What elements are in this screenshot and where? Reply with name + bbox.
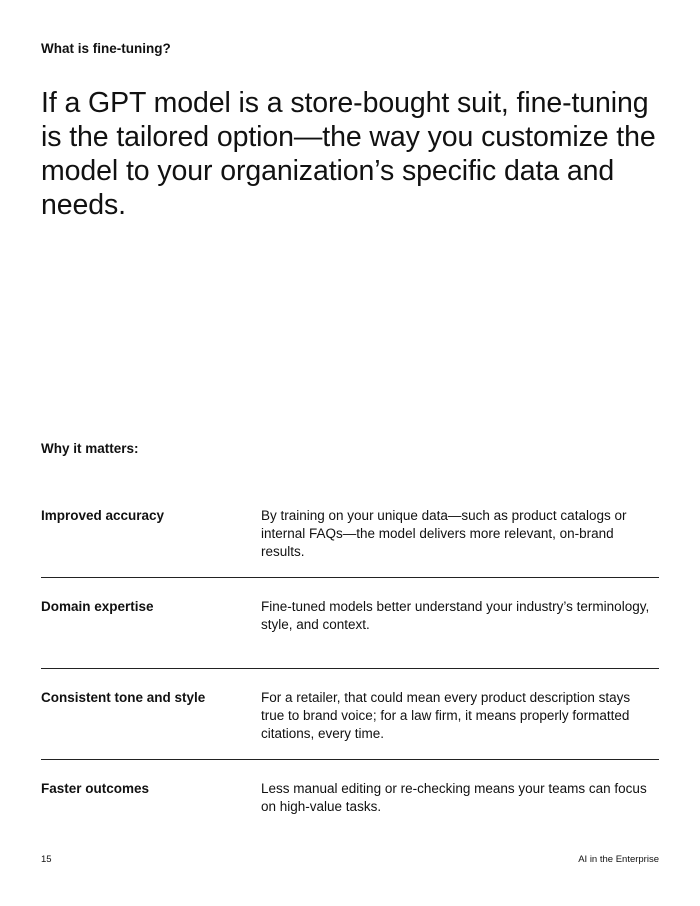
- benefit-title: Improved accuracy: [41, 508, 165, 523]
- benefit-row-faster-outcomes: [41, 760, 659, 851]
- benefit-description: Fine-tuned models better understand your industry’s terminology, style, and context.: [261, 599, 650, 632]
- document-title: AI in the Enterprise: [578, 854, 659, 865]
- benefits-list: [41, 507, 659, 851]
- benefit-title: Consistent tone and style: [41, 690, 206, 705]
- page-number: 15: [41, 854, 52, 865]
- benefit-title: Faster outcomes: [41, 781, 150, 796]
- benefit-description: For a retailer, that could mean every product description stays true to brand voice; for a law firm, it means properly formatted citations, every time.: [261, 690, 631, 741]
- benefit-description: By training on your unique data—such as product catalogs or internal FAQs—the model delivers more relevant, on-brand results.: [261, 508, 627, 559]
- benefit-description: Less manual editing or re-checking means your teams can focus on high-value tasks.: [261, 781, 647, 814]
- benefit-row-consistent-tone: [41, 669, 659, 760]
- section-eyebrow: What is fine-tuning?: [41, 41, 171, 56]
- benefit-row-domain-expertise: [41, 578, 659, 669]
- benefit-row-improved-accuracy: [41, 507, 659, 578]
- page-headline: If a GPT model is a store-bought suit, fine-tuning is the tailored option—the way you customize the model to your organization’s specific data and needs.: [41, 87, 656, 221]
- why-it-matters-heading: Why it matters:: [41, 441, 139, 456]
- benefit-title: Domain expertise: [41, 599, 154, 614]
